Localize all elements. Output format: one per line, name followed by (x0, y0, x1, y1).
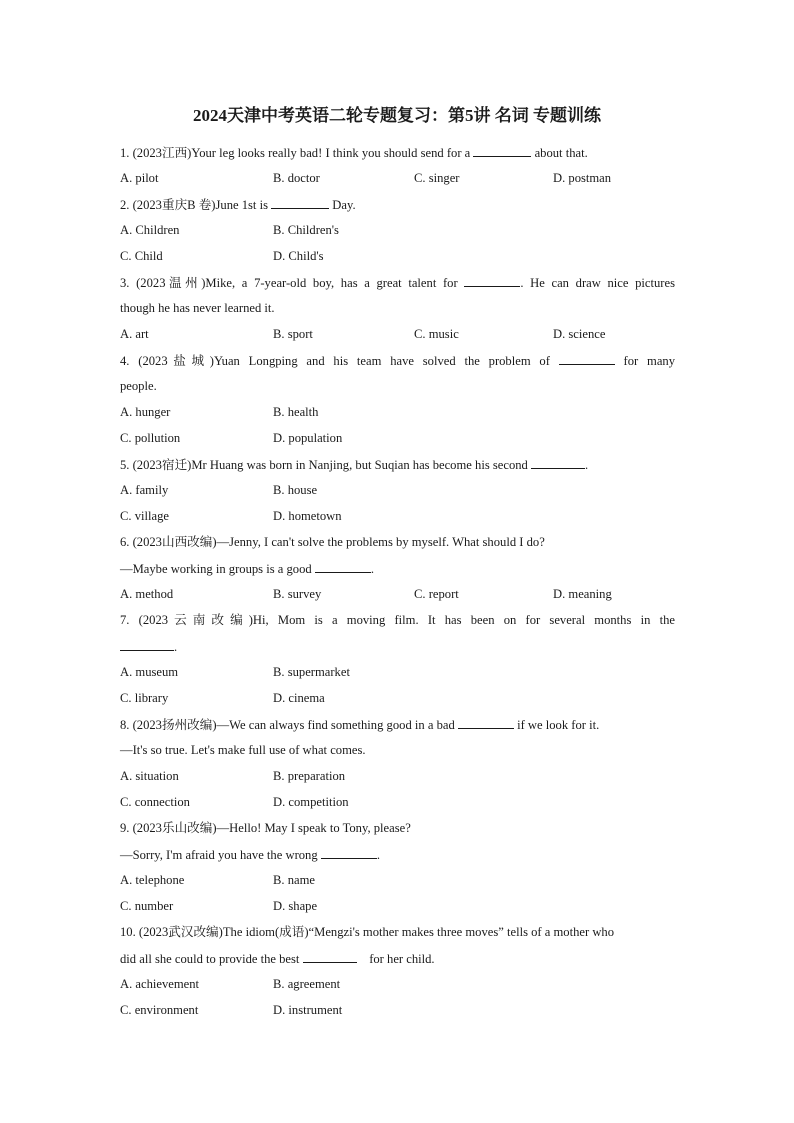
question-8 (120, 716, 675, 733)
question-8-text: 8. (2023扬州改编)—We can always find something good in a bad (120, 718, 455, 732)
question-4-cont: people. (120, 379, 157, 393)
option-b[interactable]: B. agreement (273, 977, 341, 991)
option-c[interactable]: C. report (414, 587, 459, 601)
question-5-options-row1 (120, 482, 680, 498)
option-c[interactable]: C. environment (120, 1003, 199, 1017)
answer-blank (559, 352, 615, 365)
question-8-options-row1 (120, 768, 680, 784)
option-b[interactable]: B. house (273, 483, 318, 497)
question-4-text-end: for many (623, 354, 675, 368)
question-4-options-row2 (120, 430, 680, 446)
question-10-cont (120, 950, 675, 967)
option-a[interactable]: A. museum (120, 665, 179, 679)
question-7: 7. (2023云南改编)Hi, Mom is a moving film. It has been on for several months in the (120, 613, 675, 627)
option-c[interactable]: C. singer (414, 171, 460, 185)
question-10-text-end: for her child. (369, 952, 435, 966)
answer-blank (271, 196, 329, 209)
option-d[interactable]: D. instrument (273, 1003, 343, 1017)
page-title: 2024天津中考英语二轮专题复习：第5讲 名词 专题训练 (193, 106, 601, 125)
question-3-text: 3. (2023温州)Mike, a 7-year-old boy, has a great talent for (120, 276, 458, 290)
option-d[interactable]: D. science (553, 327, 606, 341)
question-7-options-row1 (120, 664, 680, 680)
question-2-options-row1 (120, 222, 680, 238)
question-6: 6. (2023山西改编)—Jenny, I can't solve the problems by myself. What should I do? (120, 535, 545, 549)
question-4-options-row1 (120, 404, 680, 420)
answer-blank (303, 950, 357, 963)
question-9-text-end: . (376, 848, 380, 862)
question-7-options-row2 (120, 690, 680, 706)
question-5-text-end: . (585, 458, 589, 472)
answer-blank (321, 846, 377, 859)
answer-blank (315, 560, 371, 573)
option-a[interactable]: A. pilot (120, 171, 159, 185)
option-b[interactable]: B. health (273, 405, 319, 419)
option-c[interactable]: C. pollution (120, 431, 181, 445)
option-c[interactable]: C. music (414, 327, 459, 341)
option-d[interactable]: D. shape (273, 899, 318, 913)
question-1-options (120, 170, 680, 186)
question-9-text: —Sorry, I'm afraid you have the wrong (120, 848, 318, 862)
option-d[interactable]: D. postman (553, 171, 612, 185)
question-8-text-end: if we look for it. (517, 718, 600, 732)
answer-blank (458, 716, 514, 729)
option-d[interactable]: D. hometown (273, 509, 342, 523)
question-3-text-mid: . He can draw nice pictures (520, 276, 675, 290)
option-b[interactable]: B. doctor (273, 171, 320, 185)
option-d[interactable]: D. Child's (273, 249, 324, 263)
answer-blank (464, 274, 520, 287)
question-8-cont: —It's so true. Let's make full use of what comes. (120, 743, 366, 757)
option-b[interactable]: B. preparation (273, 769, 346, 783)
question-5-text: 5. (2023宿迁)Mr Huang was born in Nanjing, but Suqian has become his second (120, 458, 528, 472)
option-a[interactable]: A. hunger (120, 405, 171, 419)
question-8-options-row2 (120, 794, 680, 810)
question-6-text-end: . (370, 562, 374, 576)
question-9-cont (120, 846, 675, 863)
option-c[interactable]: C. library (120, 691, 169, 705)
option-d[interactable]: D. competition (273, 795, 349, 809)
question-6-text: —Maybe working in groups is a good (120, 562, 312, 576)
question-4-text: 4. (2023盐城)Yuan Longping and his team have solved the problem of (120, 354, 550, 368)
option-b[interactable]: B. Children's (273, 223, 339, 237)
question-5 (120, 456, 675, 473)
option-c[interactable]: C. number (120, 899, 174, 913)
option-a[interactable]: A. situation (120, 769, 179, 783)
question-9-options-row1 (120, 872, 680, 888)
option-a[interactable]: A. Children (120, 223, 180, 237)
option-c[interactable]: C. village (120, 509, 169, 523)
question-7-cont (120, 638, 675, 655)
question-2-options-row2 (120, 248, 680, 264)
question-1 (120, 144, 675, 161)
option-a[interactable]: A. telephone (120, 873, 185, 887)
option-b[interactable]: B. sport (273, 327, 313, 341)
question-6-options (120, 586, 680, 602)
question-9: 9. (2023乐山改编)—Hello! May I speak to Tony, please? (120, 821, 411, 835)
question-1-text: 1. (2023江西)Your leg looks really bad! I think you should send for a (120, 146, 471, 160)
option-c[interactable]: C. connection (120, 795, 190, 809)
option-d[interactable]: D. meaning (553, 587, 612, 601)
option-a[interactable]: A. art (120, 327, 149, 341)
answer-blank (473, 144, 531, 157)
option-a[interactable]: A. achievement (120, 977, 200, 991)
option-a[interactable]: A. method (120, 587, 174, 601)
question-2-text: 2. (2023重庆B 卷)June 1st is (120, 198, 268, 212)
question-2-text-end: Day. (332, 198, 356, 212)
option-c[interactable]: C. Child (120, 249, 163, 263)
question-3-options (120, 326, 680, 342)
question-10-text: did all she could to provide the best (120, 952, 300, 966)
question-5-options-row2 (120, 508, 680, 524)
question-10-options-row2 (120, 1002, 680, 1018)
question-4 (120, 352, 675, 369)
question-9-options-row2 (120, 898, 680, 914)
question-10-options-row1 (120, 976, 680, 992)
question-2 (120, 196, 675, 213)
answer-blank (531, 456, 585, 469)
option-a[interactable]: A. family (120, 483, 169, 497)
question-10: 10. (2023武汉改编)The idiom(成语)“Mengzi's mother makes three moves” tells of a mother who (120, 925, 615, 939)
question-3 (120, 274, 675, 291)
question-6-cont (120, 560, 675, 577)
option-b[interactable]: B. name (273, 873, 315, 887)
option-d[interactable]: D. cinema (273, 691, 325, 705)
option-d[interactable]: D. population (273, 431, 343, 445)
answer-blank (120, 638, 174, 651)
question-1-text-end: about that. (534, 146, 588, 160)
option-b[interactable]: B. supermarket (273, 665, 350, 679)
question-3-cont: though he has never learned it. (120, 301, 275, 315)
question-7-text-end: . (174, 640, 178, 654)
option-b[interactable]: B. survey (273, 587, 322, 601)
